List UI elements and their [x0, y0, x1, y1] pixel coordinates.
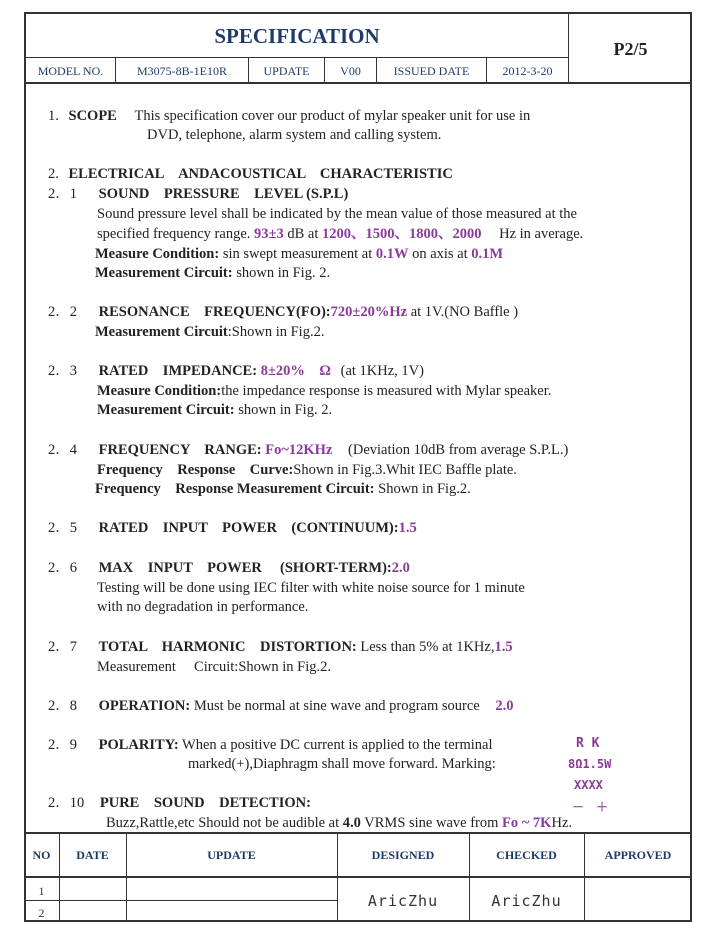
circuit-label: Measurement Circuit	[95, 324, 228, 340]
section-title: TOTAL HARMONIC DISTORTION:	[98, 639, 357, 655]
update-value: V00	[325, 58, 377, 84]
table-line	[584, 834, 585, 922]
spl-text: dB at	[287, 226, 319, 242]
circuit-text: shown in Fig. 2.	[236, 265, 331, 281]
spl-text-line2	[97, 225, 583, 243]
col-designed: DESIGNED	[371, 848, 435, 862]
section-title: SCOPE	[68, 108, 117, 124]
thd-value: 1.5	[494, 639, 513, 655]
section-rated-input-power	[48, 519, 417, 537]
section-title: OPERATION:	[98, 698, 191, 714]
section-text: Less than 5% at 1KHz,	[360, 639, 495, 655]
polarity-text-line2: marked(+),Diaphragm shall move forward. Marking:	[188, 756, 496, 772]
spl-text: Hz in average.	[499, 226, 584, 242]
pure-sound-text-b: VRMS sine wave from	[364, 815, 499, 831]
issued-value: 2012-3-20	[487, 58, 569, 84]
section-text: When a positive DC current is applied to the terminal	[182, 737, 493, 753]
impedance-condition	[97, 382, 551, 400]
section-number: 2．9	[48, 737, 77, 753]
section-spl	[48, 185, 348, 203]
section-title: SOUND PRESSURE LEVEL (S.P.L)	[98, 186, 349, 202]
col-update: UPDATE	[207, 848, 256, 862]
issued-label: ISSUED DATE	[377, 58, 487, 84]
section-max-input-power	[48, 559, 410, 577]
section-title: RATED IMPEDANCE:	[98, 363, 258, 379]
row2-no: 2	[38, 906, 45, 920]
section-title: POLARITY:	[98, 737, 179, 753]
update-label: UPDATE	[249, 58, 325, 84]
section-number: 2．6	[48, 560, 77, 576]
section-scope	[48, 107, 530, 125]
section-number: 2．1	[48, 186, 77, 202]
pure-sound-text	[106, 814, 572, 832]
section-number: 1.	[48, 108, 59, 124]
col-checked: CHECKED	[496, 848, 557, 862]
circuit-label: Measurement Circuit:	[95, 265, 233, 281]
section-text: (at 1KHz, 1V)	[340, 363, 424, 379]
spl-condition	[95, 245, 503, 263]
condition-text: sin swept measurement at	[222, 246, 373, 262]
section-number: 2．4	[48, 442, 77, 458]
section-electrical	[48, 165, 453, 183]
section-number: 2．7	[48, 639, 77, 655]
document-title: SPECIFICATION	[26, 14, 569, 58]
table-line	[24, 900, 337, 901]
col-date: DATE	[76, 848, 109, 862]
condition-label: Measure Condition:	[95, 246, 220, 262]
section-thd	[48, 638, 513, 656]
resonance-value: 720±20%Hz	[330, 304, 408, 320]
section-number: 2．5	[48, 520, 77, 536]
designed-signature: AricZhu	[367, 892, 439, 910]
circuit-text: shown in Fig. 2.	[238, 402, 333, 418]
revision-table	[24, 832, 692, 922]
section-number: 2.	[48, 166, 59, 182]
marking-polarity: － ＋	[572, 800, 609, 814]
circuit-label: Measurement Circuit:	[97, 402, 235, 418]
marking-rating: 8Ω1.5W	[568, 757, 612, 771]
section-text: This specification cover our product of mylar speaker unit for use in	[134, 108, 531, 124]
section-polarity	[48, 736, 493, 754]
section-frequency-range	[48, 441, 568, 459]
condition-text: the impedance response is measured with Mylar speaker.	[221, 383, 552, 399]
pure-sound-text-c: Hz.	[551, 815, 573, 831]
circuit-text: :Shown in Fig.2.	[227, 324, 325, 340]
table-line	[126, 834, 127, 922]
section-title: FREQUENCY RANGE:	[98, 442, 262, 458]
impedance-circuit	[97, 401, 332, 419]
col-approved: APPROVED	[604, 848, 672, 862]
frequency-curve	[97, 461, 517, 479]
section-title: PURE SOUND DETECTION:	[99, 795, 311, 811]
max-power-text-line1: Testing will be done using IEC filter with white noise source for 1 minute	[97, 580, 525, 596]
spl-value: 93±3	[254, 226, 284, 242]
section-text: at 1V.(NO Baffle )	[410, 304, 519, 320]
section-impedance	[48, 362, 424, 380]
resonance-circuit	[95, 323, 324, 341]
section-number: 2．2	[48, 304, 77, 320]
circuit-label: Frequency Response Measurement Circuit:	[95, 481, 375, 497]
section-title: RESONANCE FREQUENCY(FO):	[98, 304, 331, 320]
marking-code: XXXX	[574, 778, 603, 792]
pure-sound-text-a: Buzz,Rattle,etc Should not be audible at	[106, 815, 340, 831]
pure-sound-range: Fo ~ 7K	[502, 815, 552, 831]
frame-right-border	[690, 84, 692, 832]
header-meta-row	[26, 58, 569, 84]
curve-text: Shown in Fig.3.Whit IEC Baffle plate.	[293, 462, 517, 478]
section-title: MAX INPUT POWER (SHORT-TERM):	[98, 560, 392, 576]
table-line	[59, 834, 60, 922]
condition-distance: 0.1M	[471, 246, 504, 262]
section-number: 2．8	[48, 698, 77, 714]
section-text: Must be normal at sine wave and program source	[193, 698, 480, 714]
section-number: 2．10	[48, 795, 85, 811]
spl-text: specified frequency range.	[97, 226, 251, 242]
curve-label: Frequency Response Curve:	[97, 462, 294, 478]
spl-text-line1: Sound pressure level shall be indicated by the mean value of those measured at the	[97, 206, 577, 222]
checked-signature: AricZhu	[491, 892, 562, 910]
frequency-circuit	[95, 480, 471, 498]
section-text: (Deviation 10dB from average S.P.L.)	[348, 442, 569, 458]
revision-table-header	[24, 834, 692, 878]
section-pure-sound	[48, 794, 311, 812]
frequency-range-value: Fo~12KHz	[265, 442, 333, 458]
header-box	[24, 12, 692, 84]
spl-frequencies: 1200、1500、1800、2000	[322, 226, 482, 242]
model-label: MODEL NO.	[26, 58, 116, 84]
operation-value: 2.0	[495, 698, 514, 714]
max-power-text-line2: with no degradation in performance.	[97, 599, 309, 615]
section-title: ELECTRICAL ANDACOUSTICAL CHARACTERISTIC	[68, 166, 453, 182]
rated-power-value: 1.5	[398, 520, 417, 536]
section-number: 2．3	[48, 363, 77, 379]
condition-label: Measure Condition:	[97, 383, 222, 399]
thd-circuit: Measurement Circuit:Shown in Fig.2.	[97, 659, 331, 675]
section-resonance	[48, 303, 518, 321]
pure-sound-voltage: 4.0	[342, 815, 361, 831]
col-no: NO	[32, 848, 51, 862]
frame-left-border	[24, 84, 26, 832]
row1-no: 1	[38, 884, 45, 898]
marking-brand: R K	[576, 736, 600, 751]
model-value: M3075-8B-1E10R	[116, 58, 249, 84]
table-line	[690, 834, 692, 922]
condition-text: on axis at	[412, 246, 468, 262]
spl-circuit	[95, 264, 330, 282]
circuit-text: Shown in Fig.2.	[378, 481, 471, 497]
page-number: P2/5	[613, 39, 648, 59]
condition-power: 0.1W	[375, 246, 409, 262]
section-title: RATED INPUT POWER (CONTINUUM):	[98, 520, 399, 536]
impedance-value: 8±20% Ω	[260, 363, 332, 379]
max-power-value: 2.0	[391, 560, 410, 576]
scope-text-line2: DVD, telephone, alarm system and calling system.	[147, 127, 442, 143]
section-operation	[48, 697, 513, 715]
